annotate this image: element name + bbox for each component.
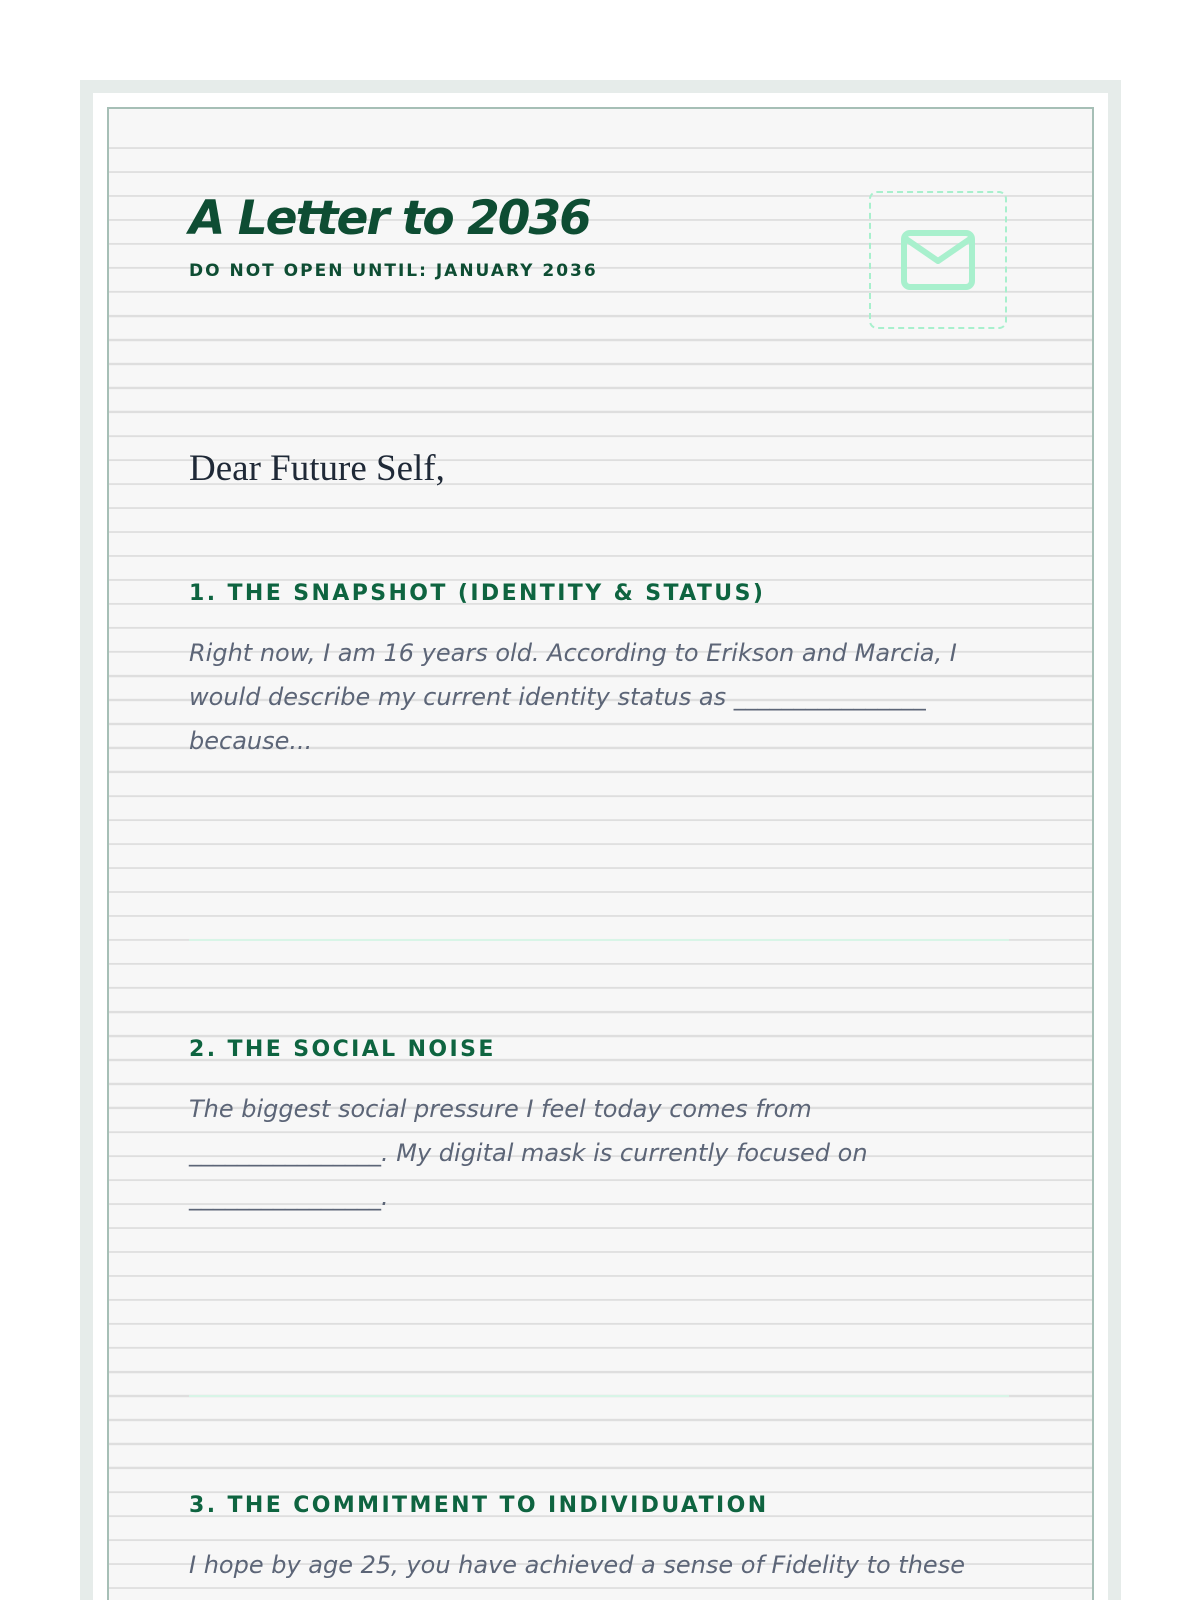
lined-paper (107, 107, 1094, 1600)
section-divider-1 (189, 939, 1009, 941)
section-2-blank-2[interactable]: ________________ (189, 1183, 381, 1211)
open-date-subtitle: DO NOT OPEN UNTIL: JANUARY 2036 (189, 261, 598, 281)
section-2-heading: 2. THE SOCIAL NOISE (189, 1037, 496, 1062)
envelope-icon (900, 229, 976, 291)
greeting: Dear Future Self, (189, 448, 445, 489)
letter-mat (93, 93, 1108, 1600)
section-2-text-b: . My digital mask is currently focused on (381, 1139, 868, 1167)
section-2-prompt (189, 1087, 1009, 1219)
section-1-text-b: because... (189, 727, 313, 755)
section-2-text-c: . (381, 1183, 389, 1211)
section-3-text-a: I hope by age 25, you have achieved a sense of Fidelity to these (189, 1551, 965, 1579)
letter-title: A Letter to 2036 (189, 191, 590, 246)
section-2-blank-1[interactable]: ________________ (189, 1139, 381, 1167)
section-1-blank[interactable]: ________________ (733, 683, 926, 711)
letter-frame (80, 80, 1121, 1600)
stamp-box (869, 191, 1007, 329)
section-divider-2 (189, 1395, 1009, 1397)
section-3-prompt (189, 1543, 1009, 1587)
section-1-heading: 1. THE SNAPSHOT (IDENTITY & STATUS) (189, 581, 766, 606)
section-2-text-a: The biggest social pressure I feel today comes from (189, 1095, 812, 1123)
section-1-prompt (189, 631, 1009, 763)
section-1-text-a: Right now, I am 16 years old. According to Erikson and Marcia, I would describe my current identity status as (189, 639, 957, 711)
section-3-heading: 3. THE COMMITMENT TO INDIVIDUATION (189, 1493, 769, 1518)
